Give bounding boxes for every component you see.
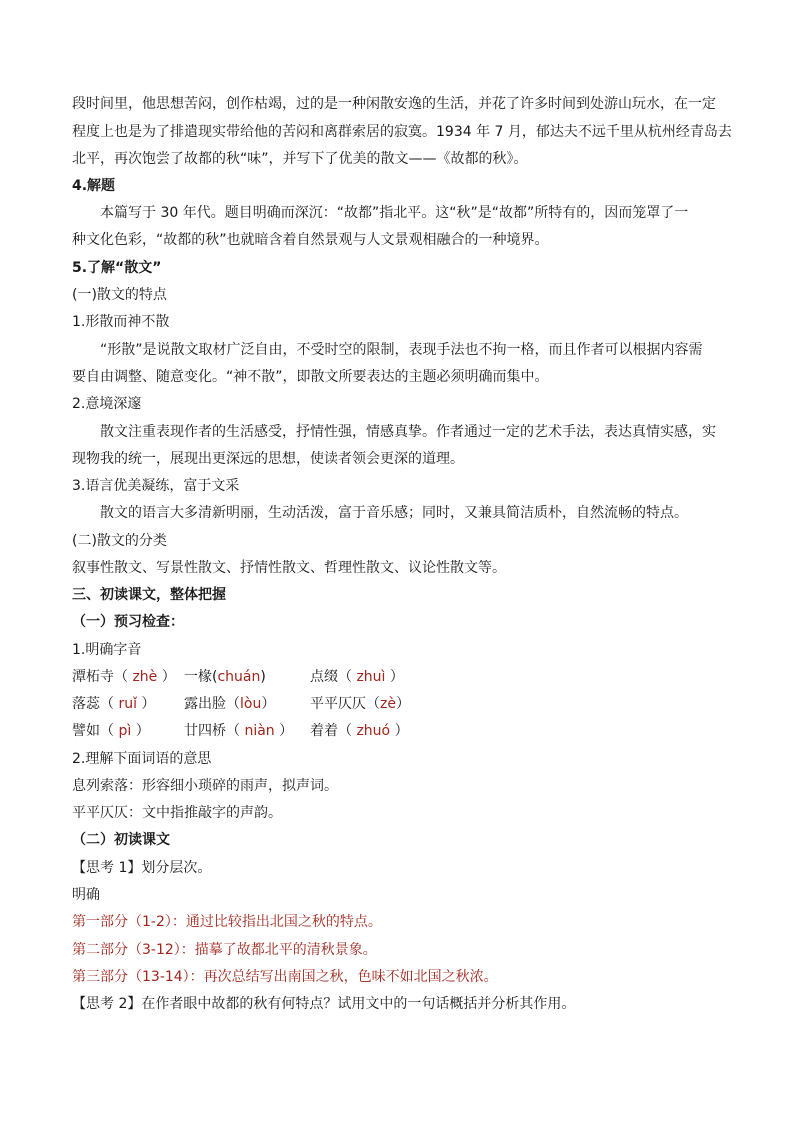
- feature-title-1: 1.形散而神不散: [72, 314, 170, 330]
- pron-item: 廿四桥（ niàn ）: [184, 723, 294, 739]
- paragraph-line: 种文化色彩，“故都的秋”也就暗含着自然景观与人文景观相融合的一种境界。: [72, 232, 549, 248]
- paragraph-line: 段时间里，他思想苦闷，创作枯竭，过的是一种闲散安逸的生活，并花了许多时间到处游山玩水，在一定: [72, 96, 716, 112]
- subheading-features: (一)散文的特点: [72, 287, 167, 303]
- feature-title-3: 3.语言优美凝练，富于文采: [72, 478, 240, 494]
- pron-item: 露出脸（lòu）: [184, 696, 276, 712]
- paragraph-line: 现物我的统一，展现出更深远的思想，使读者领会更深的道理。: [72, 451, 464, 467]
- paragraph-line: 北平，再次饱尝了故都的秋“味”，并写下了优美的散文——《故都的秋》。: [72, 151, 528, 167]
- section-heading-sanwen: 5.了解“散文”: [72, 260, 162, 276]
- paragraph-line: “形散”是说散文取材广泛自由，不受时空的限制，表现手法也不拘一格，而且作者可以根据内容需: [100, 342, 703, 358]
- pronunciation-title: 1.明确字音: [72, 642, 142, 658]
- pron-item: 一椽(chuán): [184, 669, 266, 685]
- answer-part-1: 第一部分（1-2）：通过比较指出北国之秋的特点。: [72, 914, 382, 930]
- paragraph-line: 本篇写于 30 年代。题目明确而深沉：“故都”指北平。这“秋”是“故都”所特有的，因而笼罩了一: [100, 205, 689, 221]
- pron-item: 譬如（ pì ）: [72, 723, 150, 739]
- classification-text: 叙事性散文、写景性散文、抒情性散文、哲理性散文、议论性散文等。: [72, 560, 506, 576]
- paragraph-line: 散文注重表现作者的生活感受，抒情性强，情感真挚。作者通过一定的艺术手法，表达真情实感，实: [100, 424, 716, 440]
- think-question-1: 【思考 1】划分层次。: [72, 860, 212, 876]
- pron-item: 潭柘寺（ zhè ）: [72, 669, 176, 685]
- think-question-2: 【思考 2】在作者眼中故都的秋有何特点？试用文中的一句话概括并分析其作用。: [72, 996, 576, 1012]
- vocab-title: 2.理解下面词语的意思: [72, 751, 212, 767]
- pron-item: 着着（ zhuó ）: [310, 723, 409, 739]
- paragraph-line: 散文的语言大多清新明丽，生动活泼，富于音乐感；同时，又兼具简洁质朴，自然流畅的特点。: [100, 505, 688, 521]
- pron-item: 平平仄仄（zè）: [310, 696, 410, 712]
- section-heading-jieti: 4.解题: [72, 178, 116, 194]
- subheading-preview: （一）预习检查：: [72, 614, 184, 630]
- vocab-item: 息列索落：形容细小琐碎的雨声，拟声词。: [72, 778, 338, 794]
- pron-item: 点缀（ zhuì ）: [310, 669, 404, 685]
- answer-part-2: 第二部分（3-12）：描摹了故都北平的清秋景象。: [72, 942, 377, 958]
- section-heading-chudu: 三、初读课文，整体把握: [72, 587, 226, 603]
- subheading-reading: （二）初读课文: [72, 832, 170, 848]
- pron-item: 落蕊（ ruǐ ）: [72, 696, 156, 712]
- answer-label: 明确: [72, 887, 100, 903]
- answer-part-3: 第三部分（13-14）：再次总结写出南国之秋，色味不如北国之秋浓。: [72, 969, 498, 985]
- paragraph-line: 要自由调整、随意变化。“神不散”，即散文所要表达的主题必须明确而集中。: [72, 369, 549, 385]
- feature-title-2: 2.意境深邃: [72, 396, 142, 412]
- vocab-item: 平平仄仄：文中指推敲字的声韵。: [72, 805, 282, 821]
- paragraph-line: 程度上也是为了排遣现实带给他的苦闷和离群索居的寂寞。1934 年 7 月，郁达夫不远千里从杭州经青岛去: [72, 124, 732, 140]
- subheading-classification: (二)散文的分类: [72, 533, 167, 549]
